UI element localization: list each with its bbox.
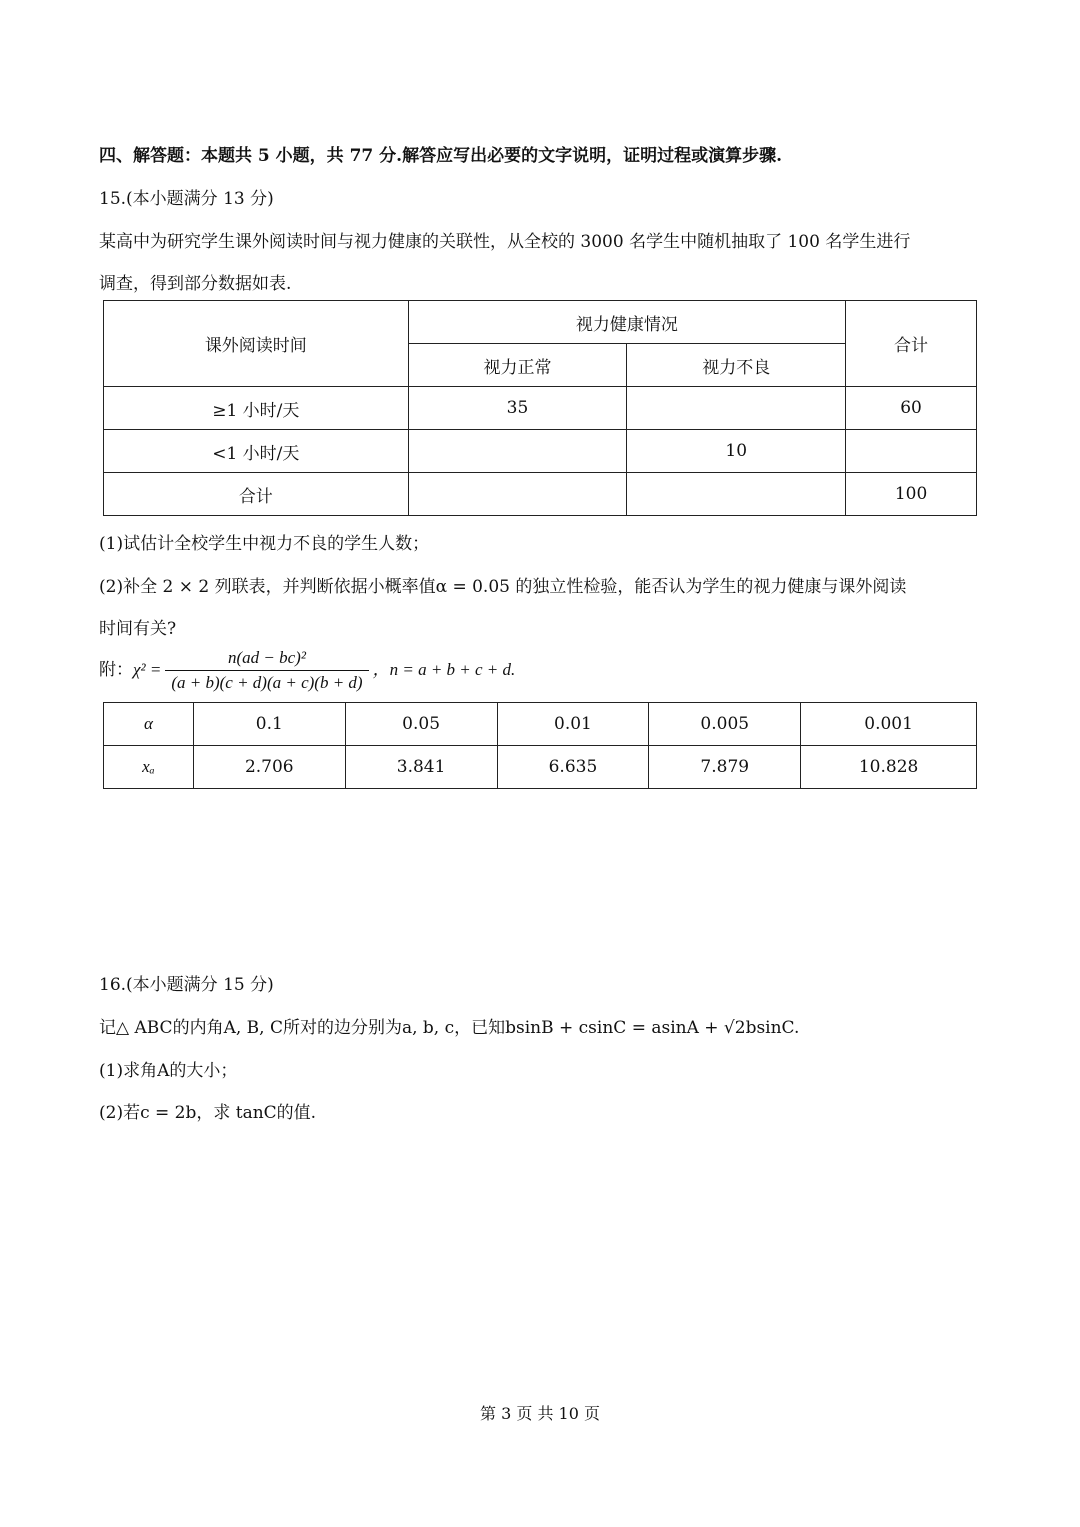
critical-value-table (103, 702, 977, 789)
alpha-row (104, 703, 977, 746)
alpha-label: α (104, 703, 194, 746)
table-row (104, 430, 977, 473)
alpha-value: 0.1 (193, 703, 345, 746)
q15-stem-line2: 调查，得到部分数据如表. (99, 274, 292, 294)
q16-title: 16.(本小题满分 15 分) (99, 975, 274, 995)
x-value: 7.879 (649, 746, 801, 789)
header-total: 合计 (846, 301, 977, 387)
x-value: 2.706 (193, 746, 345, 789)
q15-part1: (1)试估计全校学生中视力不良的学生人数； (99, 534, 430, 554)
cell-total: 60 (846, 387, 977, 430)
q15-part2-line1: (2)补全 2 × 2 列联表，并判断依据小概率值α = 0.05 的独立性检验，能否认为学生的视力健康与课外阅读 (99, 577, 907, 597)
header-poor: 视力不良 (627, 344, 846, 387)
cell-poor (627, 387, 846, 430)
contingency-table (103, 300, 977, 516)
page-footer: 第 3 页 共 10 页 (480, 1404, 600, 1423)
q16-part1: (1)求角A的大小； (99, 1061, 238, 1081)
table-row (104, 387, 977, 430)
chi-lhs: χ² = (133, 660, 162, 679)
q15-stem-line1: 某高中为研究学生课外阅读时间与视力健康的关联性，从全校的 3000 名学生中随机抽取了 100 名学生进行 (99, 232, 911, 252)
x-value: 10.828 (801, 746, 977, 789)
q15-part2-line2: 时间有关? (99, 619, 177, 639)
header-vision-health: 视力健康情况 (408, 301, 845, 344)
alpha-value: 0.01 (497, 703, 649, 746)
alpha-value: 0.001 (801, 703, 977, 746)
chi-denominator: (a + b)(c + d)(a + c)(b + d) (171, 673, 363, 692)
row-label: <1 小时/天 (104, 430, 409, 473)
x-label: xₐ (104, 746, 194, 789)
cell-normal: 35 (408, 387, 627, 430)
q15-title: 15.(本小题满分 13 分) (99, 189, 274, 209)
cell-total (846, 430, 977, 473)
alpha-value: 0.005 (649, 703, 801, 746)
row-label: ≥1 小时/天 (104, 387, 409, 430)
cell-poor (627, 473, 846, 516)
header-normal: 视力正常 (408, 344, 627, 387)
row-label: 合计 (104, 473, 409, 516)
x-row (104, 746, 977, 789)
cell-total: 100 (846, 473, 977, 516)
x-value: 6.635 (497, 746, 649, 789)
cell-normal (408, 473, 627, 516)
chi-fraction (165, 648, 368, 693)
chi-numerator: n(ad − bc)² (165, 648, 368, 671)
table-row (104, 473, 977, 516)
x-value: 3.841 (345, 746, 497, 789)
q16-part2: (2)若c = 2b，求 tanC的值. (99, 1103, 317, 1123)
cell-poor: 10 (627, 430, 846, 473)
table-header-row (104, 301, 977, 344)
appendix-prefix: 附： (99, 660, 133, 680)
q16-stem: 记△ ABC的内角A, B, C所对的边分别为a, b, c，已知bsinB + csinC = asinA + √2bsinC. (99, 1018, 800, 1038)
header-reading-time: 课外阅读时间 (104, 301, 409, 387)
section-heading: 四、解答题：本题共 5 小题，共 77 分.解答应写出必要的文字说明，证明过程或演算步骤. (99, 146, 782, 166)
alpha-value: 0.05 (345, 703, 497, 746)
cell-normal (408, 430, 627, 473)
chi-square-formula (99, 648, 515, 693)
chi-tail: ，n = a + b + c + d. (372, 660, 516, 679)
